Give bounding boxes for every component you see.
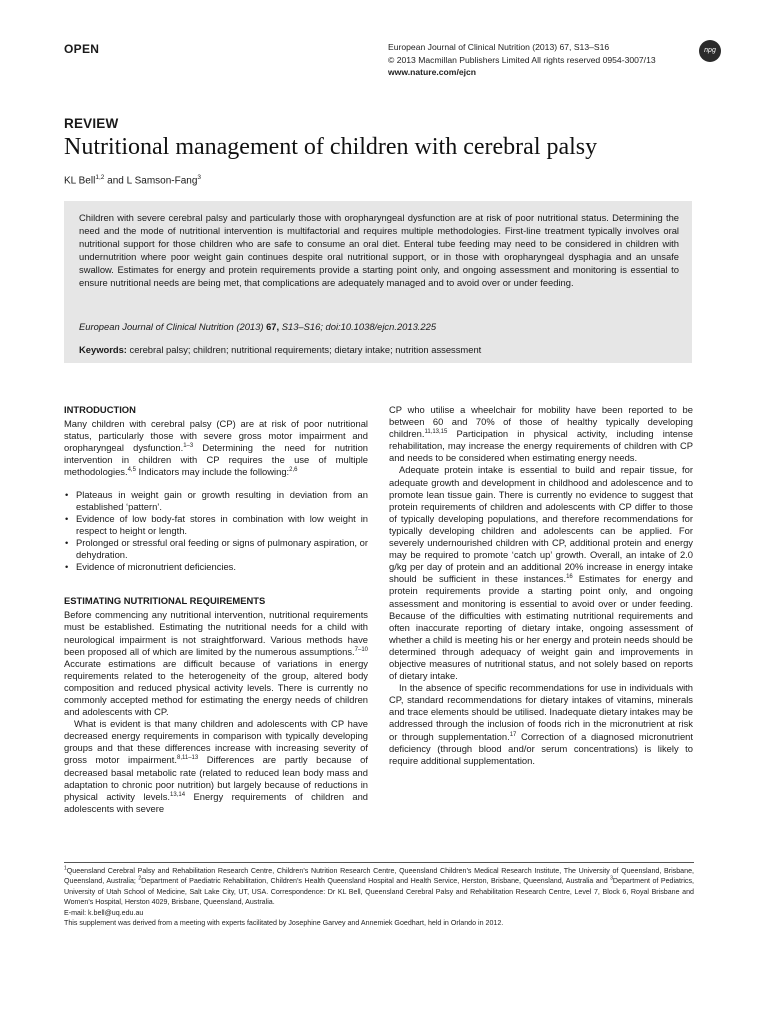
citation-ref: 2,6 (289, 467, 298, 474)
citation-doi: S13–S16; doi:10.1038/ejcn.2013.225 (279, 321, 437, 332)
citation-line (79, 321, 436, 332)
list-item: • Plateaus in weight gain or growth resulting in deviation from an established ‘pattern’. (76, 489, 368, 513)
journal-header (388, 41, 708, 79)
estimating-paragraph-2 (64, 718, 368, 815)
open-access-label: OPEN (64, 42, 100, 56)
author-1: KL Bell (64, 175, 96, 187)
text-run: Before commencing any nutritional intervention, nutritional requirements must be established. Estimating the nutritional needs for a child with neurological impairment is not straightforward. Various methods have been proposed all of which are limited by the numerous assumptions. (64, 609, 368, 657)
citation-ref: 7–10 (354, 646, 368, 653)
affiliation-mark: 1 (64, 865, 67, 872)
article-title: Nutritional management of children with cerebral palsy (64, 134, 598, 160)
text-run: Participation in physical activity, including intense rehabilitation, may increase the energy requirements of children with CP and needs to be considered when estimating energy needs. (389, 428, 693, 464)
citation-ref: 16 (566, 574, 573, 581)
list-item: • Evidence of micronutrient deficiencies. (76, 561, 368, 573)
citation-year: (2013) (233, 321, 267, 332)
abstract-text: Children with severe cerebral palsy and particularly those with oropharyngeal dysfunction are at risk of poor nutritional status. Determining the need and the mode of nutritional intervention is multifactorial and requires multiple methodologies. First-line treatment typically involves oral nutritional support for those children who are safe to consume an oral diet. Enteral tube feeding may need to be considered in children with undernutrition where poor weight gain continues despite oral nutritional support, or in those with oropharyngeal dysphagia and an unsafe swallow. Estimates for energy and protein requirements provide a starting point only, and ongoing assessment and monitoring is essential to ensure nutritional needs are being met, that complications are adequately managed and to avoid over or under feeding. (79, 212, 679, 288)
author-connector: and L Samson-Fang (104, 175, 198, 187)
intro-paragraph (64, 418, 368, 478)
affiliation-text: Department of Paediatric Rehabilitation, Children’s Health Queensland Hospital and Health Service, Herston, Brisbane, Queensland, Australia and (141, 877, 611, 886)
citation-ref: 4,5 (127, 467, 136, 474)
energy-paragraph (389, 404, 693, 464)
protein-paragraph (389, 464, 693, 682)
correspondence-email[interactable]: E-mail: k.bell@uq.edu.au (64, 908, 144, 917)
keywords-text: cerebral palsy; children; nutritional requirements; dietary intake; nutrition assessment (126, 344, 482, 355)
keywords-line (79, 344, 481, 355)
keywords-label: Keywords: (79, 344, 127, 355)
indicator-list (64, 489, 368, 574)
list-item: • Evidence of low body-fat stores in combination with low weight in respect to height or length. (76, 513, 368, 537)
footnote-divider (64, 862, 694, 863)
text-run: What is evident is that many children and adolescents with CP have decreased energy requirements in comparison with typically developing groups and that these differences increase with increasing severity of gross motor impairment. (64, 718, 368, 766)
text-run: Determining the need for nutrition intervention in children with CP requires the use of multiple methodologies. (64, 442, 368, 478)
affiliation-text: Department of Pediatrics, University of Utah School of Medicine, Salt Lake City, UT, USA. Correspondence: Dr KL Bell, Queensland Cerebral Palsy and Rehabilitation Research Centre, Level 7, Block 6, Royal Brisbane and Women’s Hospital, Herston 4029, Brisbane, Queensland, Australia. (64, 877, 694, 907)
text-run: Indicators may include the following: (135, 466, 290, 478)
left-column (64, 404, 368, 815)
affiliation-mark: 3 (610, 876, 613, 883)
affiliation-mark: 2 (138, 876, 142, 883)
affiliation-text: Queensland Cerebral Palsy and Rehabilitation Research Centre, Children’s Nutrition Research Centre, Queensland Children’s Medical Research Institute, The University of Queensland, Brisbane, Queensland, Australia; (64, 867, 694, 886)
text-run: Accurate estimations are difficult because of variations in energy requirements related to the heterogeneity of the group, altered body composition and reduced physical activity levels. There is currently no commonly accepted method for estimating the energy needs of children and adolescents with CP. (64, 657, 368, 718)
right-column (389, 404, 693, 767)
text-run: Energy requirements of children and adolescents with severe (64, 790, 369, 814)
copyright-line: © 2013 Macmillan Publishers Limited All rights reserved 0954-3007/13 (388, 54, 656, 65)
text-run: Estimates for energy and protein requirements provide a starting point only, and ongoing assessment and monitoring is essential to avoid over or under feeding. Because of the difficulties with estimating nutritional requirements and often inaccurate reporting of dietary intake, ongoing assessment of whether a child is meeting his or her energy and protein needs should be determined through adequacy of weight gain and improvements in objective measures of nutritional status, and not solely based on reports of dietary intake. (389, 573, 693, 682)
citation-ref: 13,14 (170, 791, 186, 798)
text-run: In the absence of specific recommendations for use in individuals with CP, standard recommendations for dietary intakes of vitamins, minerals and trace elements should be utilised. Inadequate dietary intakes may be addressed through the inclusion of foods rich in the micronutrient at risk or through supplementation. (389, 682, 693, 742)
estimating-paragraph-1 (64, 609, 368, 718)
micronutrient-paragraph (389, 682, 693, 767)
text-run: Many children with cerebral palsy (CP) are at risk of poor nutritional status, particularly those with severe gross motor impairment and oropharyngeal dysfunction. (64, 418, 368, 454)
section-label: REVIEW (64, 116, 119, 131)
text-run: CP who utilise a wheelchair for mobility have been reported to be between 60 and 70% of those of healthy typically developing children. (389, 404, 693, 440)
citation-journal: European Journal of Clinical Nutrition (79, 321, 234, 332)
supplement-note: This supplement was derived from a meeting with experts facilitated by Josephine Garvey and Annemiek Goedhart, held in Orlando in 2012. (64, 919, 504, 928)
text-run: Differences are partly because of decreased basal metabolic rate (related to reduced lean body mass and adaptation to chronic poor nutrition) but largely because of reductions in physical activity levels. (64, 754, 368, 802)
citation-ref: 11,13,15 (424, 429, 448, 436)
citation-ref: 8,11–13 (176, 755, 199, 762)
author-1-affiliation: 1,2 (95, 174, 105, 181)
list-item: • Prolonged or stressful oral feeding or signs of pulmonary aspiration, or dehydration. (76, 537, 368, 561)
intro-heading: INTRODUCTION (64, 404, 136, 415)
citation-volume: 67, (266, 321, 280, 332)
affiliations (64, 866, 694, 908)
author-2-affiliation: 3 (197, 174, 202, 181)
npg-logo: npg (699, 40, 721, 62)
journal-line: European Journal of Clinical Nutrition (2013) 67, S13–S16 (388, 42, 610, 52)
citation-ref: 1–3 (183, 443, 194, 450)
text-run: Adequate protein intake is essential to build and repair tissue, for adequate growth and development in childhood and adolescence and to promote lean tissue gain. There is currently no evidence to suggest that protein requirements of children and adolescents with CP differ to those of typically developing populations, and therefore recommendations for typically developing children and adolescents can be applied. For severely undernourished children with CP, additional protein and energy may be required to promote ‘catch up’ growth. Overall, an intake of 2.0 g/kg per day of protein and an additional 20% increase in energy intake should be sufficient in these instances. (389, 464, 693, 585)
citation-ref: 17 (509, 731, 517, 738)
estimating-heading: ESTIMATING NUTRITIONAL REQUIREMENTS (64, 595, 266, 607)
text-run: Correction of a diagnosed micronutrient deficiency (through blood and/or serum concentrations) is likely to require additional supplementation. (389, 730, 693, 766)
journal-url[interactable]: www.nature.com/ejcn (388, 67, 477, 77)
footnotes (64, 866, 694, 928)
authors-line (64, 174, 201, 186)
